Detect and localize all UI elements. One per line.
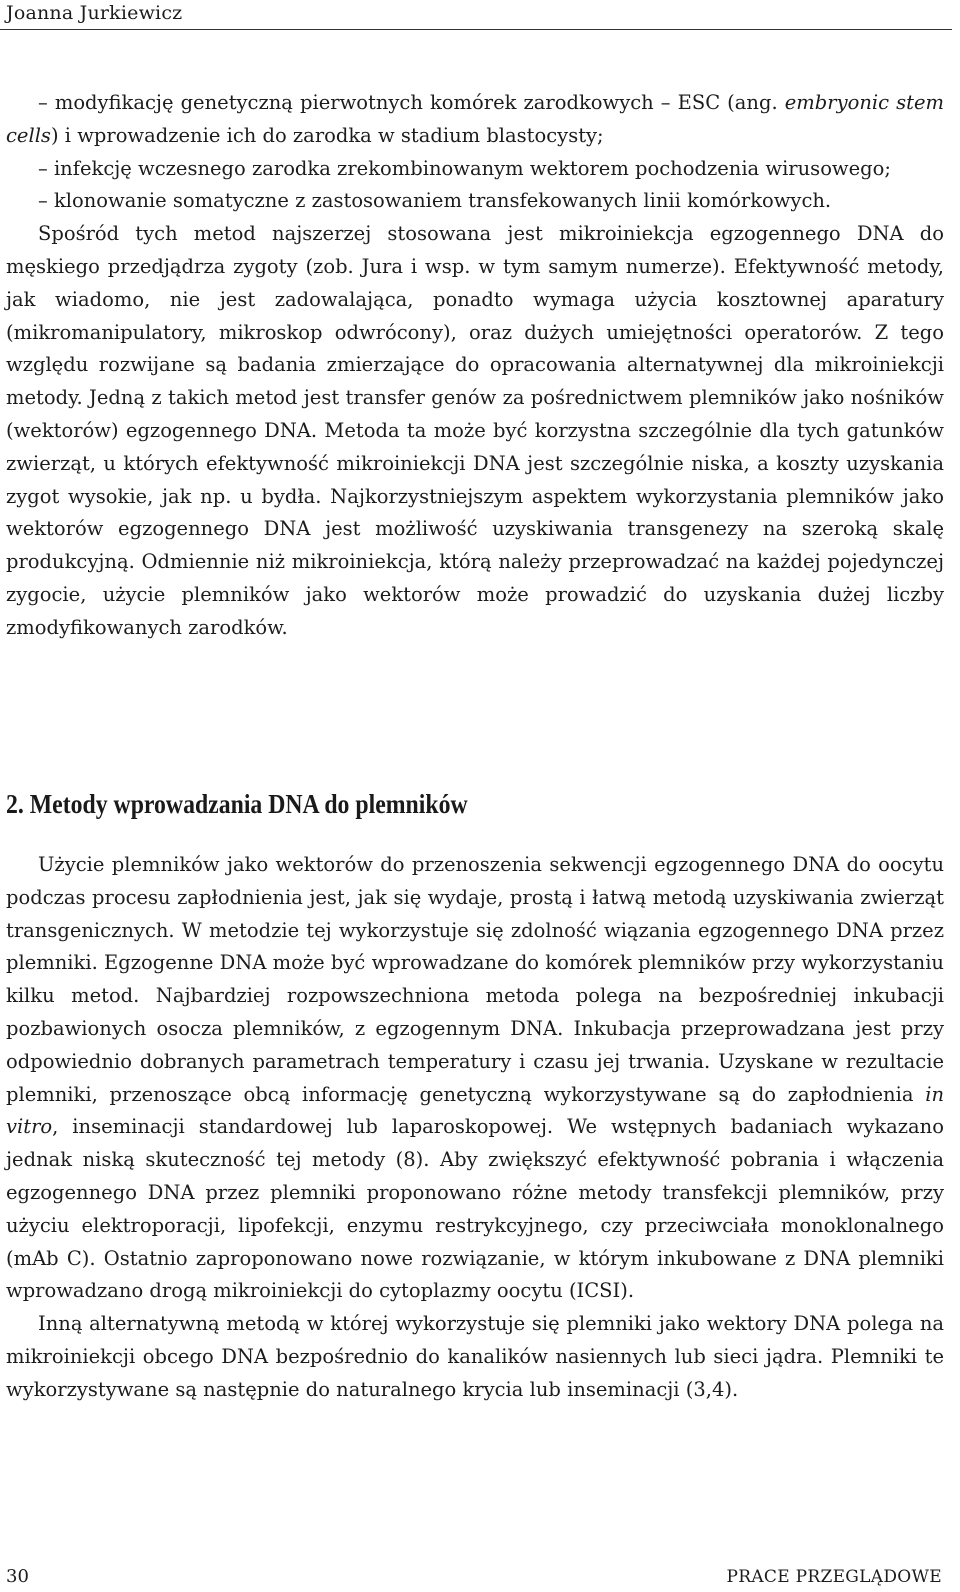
list-item-infection: – infekcję wczesnego zarodka zrekombinowanym wektorem pochodzenia wirusowego; [38, 156, 891, 180]
paragraph-sperm-vectors: Użycie plemników jako wektorów do przenoszenia sekwencji egzogennego DNA do oocytu podczas procesu zapłodnienia jest, jak się wydaje, prostą i łatwą metodą uzyskiwania zwierząt transgenicznych. W metodzie tej wykorzystuje się zdolność wiązania egzogennego DNA przez plemniki. Egzogenne DNA może być wprowadzane do komórek plemników przy wykorzystaniu kilku metod. Najbardziej rozpowszechniona metoda polega na bezpośredniej inkubacji pozbawionych osocza plemników, z egzogennym DNA. Inkubacja przeprowadzana jest przy odpowiednio dobranych parametrach temperatury i czasu jej trwania. Uzyskane w rezultacie plemniki, przenoszące obcą informację genetyczną wykorzystywane są do zapłodnienia in vitro, inseminacji standardowej lub laparoskopowej. We wstępnych badaniach wykazano jednak niską skuteczność tej metody (8). Aby zwiększyć efektywność pobrania i włączenia egzogennego DNA przez plemniki proponowano różne metody transfekcji plemników, przy użyciu elektroporacji, lipofekcji, enzymu restrykcyjnego, czy przeciwciała monoklonalnego (mAb C). Ostatnio zaproponowano nowe rozwiązanie, w którym inkubowane z DNA plemniki wprowadzano drogą mikroiniekcji do cytoplazmy oocytu (ICSI). [6, 853, 944, 1303]
text-block-section-2 [6, 849, 944, 1407]
text-block-upper [6, 87, 944, 645]
page-number: 30 [6, 1566, 29, 1587]
header-divider [0, 29, 952, 30]
list-item-cloning: – klonowanie somatyczne z zastosowaniem transfekowanych linii komórkowych. [38, 189, 832, 213]
running-header-author: Joanna Jurkiewicz [6, 2, 183, 24]
list-item-esc: – modyfikację genetyczną pierwotnych komórek zarodkowych – ESC (ang. embryonic stem cells) i wprowadzenie ich do zarodka w stadium blastocysty; [6, 91, 944, 147]
journal-section-label: PRACE PRZEGLĄDOWE [726, 1567, 942, 1587]
italic-term-embryonic-stem-cells: embryonic stem cells [6, 91, 944, 147]
italic-term-in-vitro: in vitro [6, 1082, 944, 1139]
paragraph-alternative-method: Inną alternatywną metodą w której wykorzystuje się plemniki jako wektory DNA polega na mikroiniekcji obcego DNA bezpośrednio do kanalików nasiennych lub sieci jądra. Plemniki te wykorzystywane są następnie do naturalnego krycia lub inseminacji (3,4). [6, 1312, 944, 1401]
paragraph-microinjection: Spośród tych metod najszerzej stosowana jest mikroiniekcja egzogennego DNA do męskiego przedjądrza zygoty (zob. Jura i wsp. w tym samym numerze). Efektywność metody, jak wiadomo, nie jest zadowalająca, ponadto wymaga użycia kosztownej aparatury (mikromanipulatory, mikroskop odwrócony), oraz dużych umiejętności operatorów. Z tego względu rozwijane są badania zmierzające do opracowania alternatywnej dla mikroiniekcji metody. Jedną z takich metod jest transfer genów za pośrednictwem plemników jako nośników (wektorów) egzogennego DNA. Metoda ta może być korzystna szczególnie dla tych gatunków zwierząt, u których efektywność mikroiniekcji DNA jest szczególnie niska, a koszty uzyskania zygot wysokie, jak np. u bydła. Najkorzystniejszym aspektem wykorzystania plemników jako wektorów egzogennego DNA jest możliwość uzyskiwania transgenezy na szeroką skalę produkcyjną. Odmiennie niż mikroiniekcja, którą należy przeprowadzać na każdej pojedynczej zygocie, użycie plemników jako wektorów może prowadzić do uzyskania dużej liczby zmodyfikowanych zarodków. [6, 222, 944, 639]
section-heading: 2. Metody wprowadzania DNA do plemników [6, 789, 468, 819]
